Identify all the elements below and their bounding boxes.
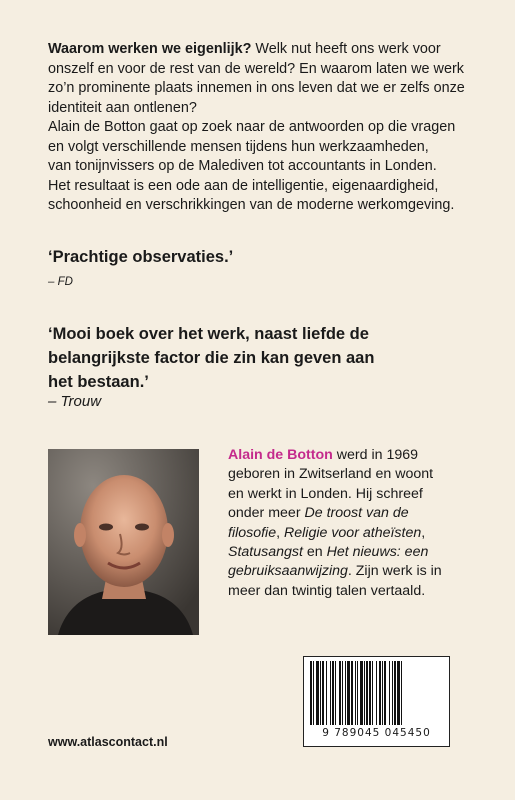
- barcode-bar: [382, 661, 383, 725]
- publisher-website[interactable]: www.atlascontact.nl: [48, 735, 168, 749]
- press-quote-fd: ‘Prachtige observaties.’: [48, 248, 234, 266]
- book-title: De troost van de: [304, 505, 409, 522]
- barcode-bar: [401, 661, 402, 725]
- barcode-bar: [316, 661, 319, 725]
- isbn-barcode: [303, 656, 450, 747]
- barcode-bar: [379, 661, 381, 725]
- barcode-bar: [345, 661, 346, 725]
- barcode-bar: [389, 661, 390, 725]
- press-quote-trouw: ‘Mooi boek over het werk, naast liefde de belangrijkste factor die zin kan geven aan het bestaan.’: [48, 325, 375, 391]
- back-cover-blurb: Waarom werken we eigenlijk? Welk nut heeft ons werk voor onszelf en voor de rest van de wereld? En waarom laten we werk zo’n prominente plaats innemen in ons leven dat we er zelfs onze identiteit aan ontlenen? Alain de Botton gaat op zoek naar de antwoorden op die vragen en volgt verschillende mensen tijdens hun werkzaamheden, van tonijnvissers op de Malediven tot accountants in Londen. Het resultaat is een ode aan de intelligentie, eigenaardigheid, schoonheid en verschrikkingen van de moderne werkomgeving.: [48, 41, 465, 213]
- book-title: Statusangst: [228, 544, 303, 561]
- barcode-bar: [335, 661, 336, 725]
- barcode-bar: [355, 661, 356, 725]
- barcode-bar: [384, 661, 386, 725]
- barcode-bars: [310, 661, 443, 725]
- author-bio: Alain de Botton werd in 1969 geboren in Zwitserland en woont en werkt in Londen. Hij schreef onder meer De troost van de filosofie, Religie voor atheïsten, Statusangst en Het nieuws: een gebruiksaanwijzing. Zijn werk is in meer dan twintig talen vertaald.: [228, 447, 442, 599]
- barcode-bar: [357, 661, 358, 725]
- isbn-digits: 9 789045 045450: [322, 727, 431, 739]
- barcode-bar: [339, 661, 341, 725]
- book-title: Religie voor atheïsten: [284, 524, 422, 541]
- barcode-bar: [369, 661, 371, 725]
- barcode-bar: [372, 661, 373, 725]
- barcode-bar: [366, 661, 368, 725]
- barcode-bar: [397, 661, 400, 725]
- barcode-bar: [332, 661, 334, 725]
- book-title: Het nieuws: een: [326, 544, 429, 561]
- author-portrait-icon: [48, 449, 199, 635]
- author-name: Alain de Botton: [228, 447, 333, 463]
- author-portrait-drawing: [48, 449, 199, 635]
- barcode-bar: [310, 661, 312, 725]
- book-title: gebruiksaanwijzing: [228, 563, 348, 580]
- press-quote-source-fd: – FD: [48, 276, 73, 288]
- barcode-bar: [313, 661, 314, 725]
- barcode-bar: [376, 661, 377, 725]
- barcode-bar: [364, 661, 365, 725]
- press-quote-source-trouw: – Trouw: [48, 393, 102, 410]
- barcode-bar: [347, 661, 350, 725]
- barcode-bar: [394, 661, 396, 725]
- barcode-bar: [392, 661, 393, 725]
- book-title: filosofie: [228, 524, 277, 541]
- barcode-bar: [322, 661, 324, 725]
- barcode-bar: [326, 661, 327, 725]
- barcode-bar: [351, 661, 353, 725]
- barcode-bar: [320, 661, 321, 725]
- barcode-bar: [360, 661, 363, 725]
- blurb-lead: Waarom werken we eigenlijk?: [48, 41, 252, 57]
- barcode-bar: [342, 661, 343, 725]
- barcode-bar: [330, 661, 331, 725]
